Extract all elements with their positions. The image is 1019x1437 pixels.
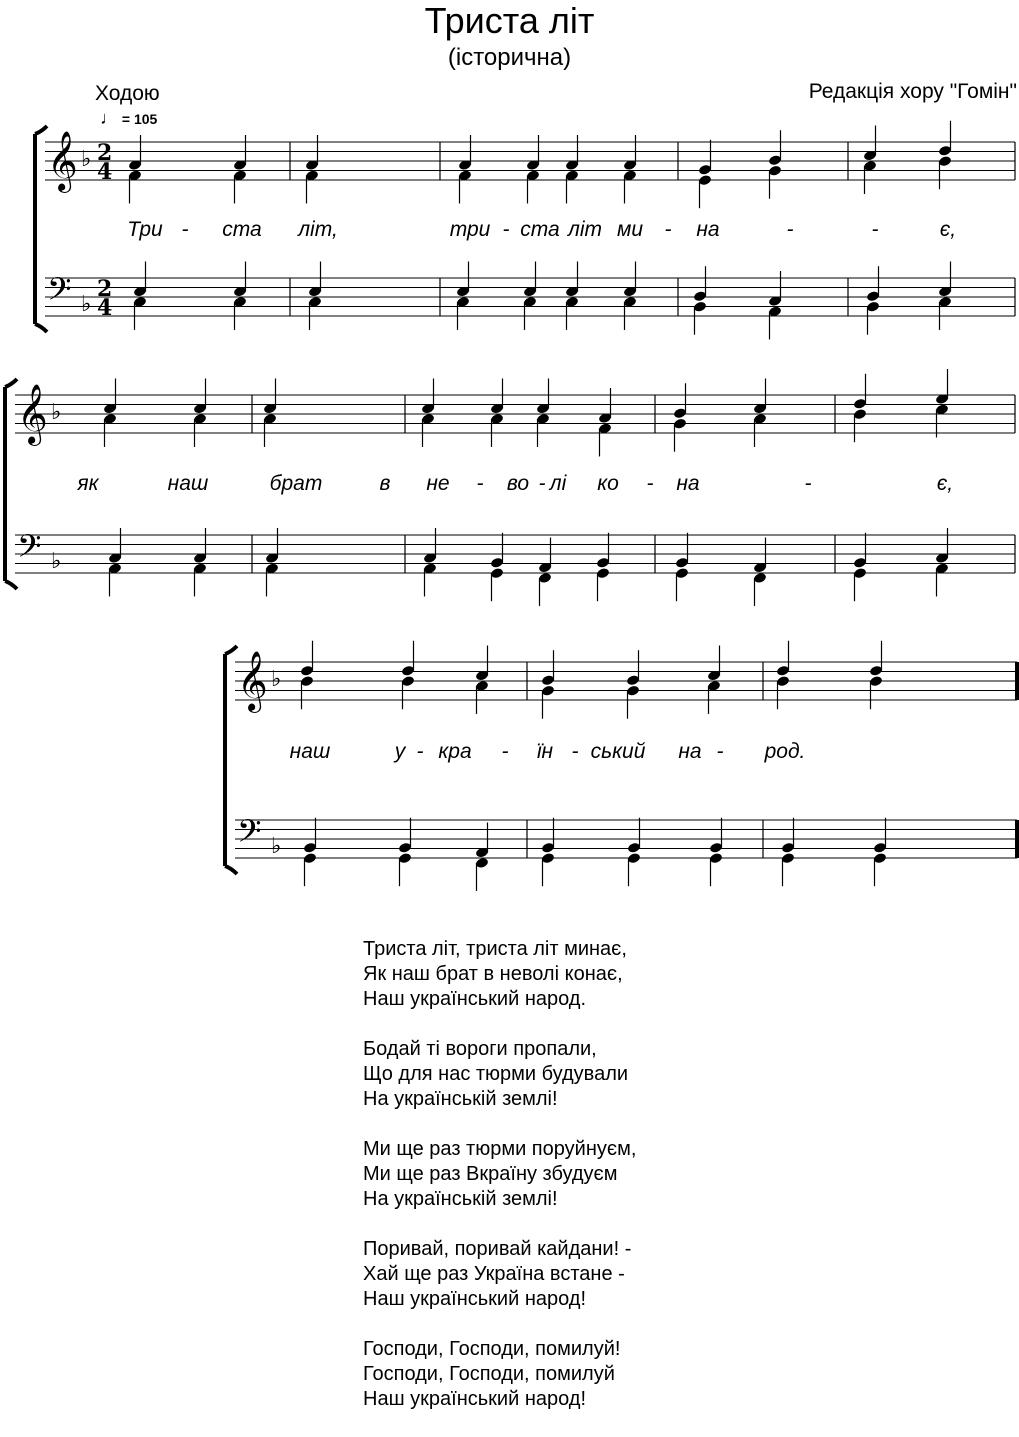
bass-staff — [15, 528, 1015, 606]
score-system-1 — [35, 121, 1015, 340]
lyric-syllable: літ, — [298, 218, 338, 241]
verse-line: Поривай, поривай кайдани! - — [363, 1238, 632, 1260]
system-bracket — [225, 646, 237, 874]
treble-clef-icon: 𝄞 — [47, 131, 78, 191]
verse-line: Триста літ, триста літ минає, — [363, 938, 627, 960]
lyric-syllable: у — [394, 740, 406, 763]
lyric-syllable: ський — [590, 740, 646, 763]
song-subtitle: (історична) — [447, 44, 572, 71]
treble-staff — [45, 121, 1015, 208]
verse-line: Господи, Господи, помилуй — [363, 1363, 615, 1385]
verse-1 — [363, 937, 636, 1012]
flat-icon: ♭ — [271, 667, 282, 692]
lyric-syllable: - — [804, 472, 812, 495]
verse-line: Наш український народ! — [363, 1288, 587, 1310]
time-signature-numerator: 2 — [97, 140, 113, 166]
bass-staff — [45, 262, 1015, 340]
lyric-syllable: ста — [222, 218, 262, 241]
bass-staff — [235, 813, 1017, 891]
treble-clef-icon: 𝄞 — [17, 384, 48, 444]
verse-line: Наш український народ! — [363, 1388, 587, 1410]
bass-clef-icon: 𝄢 — [17, 528, 42, 572]
lyric-syllable: ми — [616, 218, 644, 241]
system-bracket — [35, 126, 47, 332]
time-signature-denominator: 4 — [97, 295, 113, 321]
verse-line: Хай ще раз Україна встане - — [363, 1263, 625, 1285]
lyric-syllable: на — [678, 740, 702, 763]
lyric-syllable: - — [501, 740, 509, 763]
lyric-syllable: наш — [167, 472, 209, 495]
lyric-syllable: ста — [520, 218, 560, 241]
verse-line: Як наш брат в неволі конає, — [363, 963, 623, 985]
lyric-syllable: в — [379, 472, 391, 495]
lyric-syllable: є, — [936, 472, 954, 495]
lyric-syllable: є, — [939, 218, 957, 241]
lyrics-verses — [363, 937, 636, 1437]
lyric-syllable: їн — [536, 740, 554, 763]
treble-staff — [15, 369, 1015, 456]
lyric-syllable: лі — [549, 472, 567, 495]
lyric-syllable: брат — [269, 472, 323, 495]
bass-clef-icon: 𝄢 — [47, 271, 72, 315]
verse-3 — [363, 1137, 636, 1212]
lyric-syllable: наш — [289, 740, 331, 763]
lyric-syllable: во — [506, 472, 530, 495]
lyric-syllable: літ — [567, 218, 603, 241]
verse-line: Господи, Господи, помилуй! — [363, 1338, 621, 1360]
lyric-syllable: - — [416, 740, 424, 763]
lyric-syllable: - — [871, 218, 879, 241]
bass-clef-icon: 𝄢 — [237, 813, 262, 857]
system-bracket — [5, 379, 17, 589]
verse-line: Наш український народ. — [363, 988, 587, 1010]
lyric-syllable: - — [538, 472, 546, 495]
lyric-syllable: - — [664, 218, 672, 241]
lyric-syllable: - — [502, 218, 510, 241]
verse-line: Що для нас тюрми будували — [363, 1063, 629, 1085]
arranger-credit: Редакція хору "Гомін" — [808, 80, 1017, 103]
song-title: Триста літ — [424, 0, 595, 41]
metronome-value: = 105 — [121, 111, 158, 127]
lyric-syllable: - — [786, 218, 794, 241]
verse-line: На українській землі! — [363, 1188, 558, 1210]
lyric-syllable: ко — [597, 472, 619, 495]
lyric-syllable: - — [571, 740, 579, 763]
flat-icon: ♭ — [81, 147, 92, 172]
flat-icon: ♭ — [81, 292, 92, 317]
verse-5 — [363, 1337, 636, 1412]
lyric-syllable: - — [646, 472, 654, 495]
lyric-syllable: кра — [438, 740, 472, 763]
treble-staff — [235, 641, 1017, 719]
score-system-3 — [225, 641, 1017, 891]
verse-line: Ми ще раз Вкраїну збудуєм — [363, 1163, 618, 1185]
score-system-2 — [5, 369, 1015, 606]
lyric-syllable: Три — [127, 218, 163, 241]
verse-line: На українській землі! — [363, 1088, 558, 1110]
quarter-note-icon: ♩ — [100, 108, 118, 128]
lyric-syllable: - — [476, 472, 484, 495]
flat-icon: ♭ — [51, 400, 62, 425]
time-signature-numerator: 2 — [97, 276, 113, 302]
lyric-syllable: на — [696, 218, 720, 241]
tempo-marking: Ходою — [95, 82, 160, 105]
time-signature-denominator: 4 — [97, 159, 113, 185]
flat-icon: ♭ — [271, 834, 282, 859]
score-systems — [5, 121, 1017, 891]
lyric-syllable: як — [77, 472, 99, 495]
lyric-syllable: род. — [764, 740, 806, 763]
lyric-syllable: - — [181, 218, 189, 241]
verse-line: Ми ще раз тюрми поруйнуєм, — [363, 1138, 637, 1160]
lyric-syllable: на — [676, 472, 700, 495]
verse-4 — [363, 1237, 636, 1312]
flat-icon: ♭ — [51, 549, 62, 574]
verse-line: Бодай ті вороги пропали, — [363, 1038, 597, 1060]
verse-2 — [363, 1037, 636, 1112]
lyric-syllable: три — [449, 218, 491, 241]
lyric-syllable: не — [426, 472, 450, 495]
lyric-syllable: - — [716, 740, 724, 763]
treble-clef-icon: 𝄞 — [237, 651, 268, 711]
